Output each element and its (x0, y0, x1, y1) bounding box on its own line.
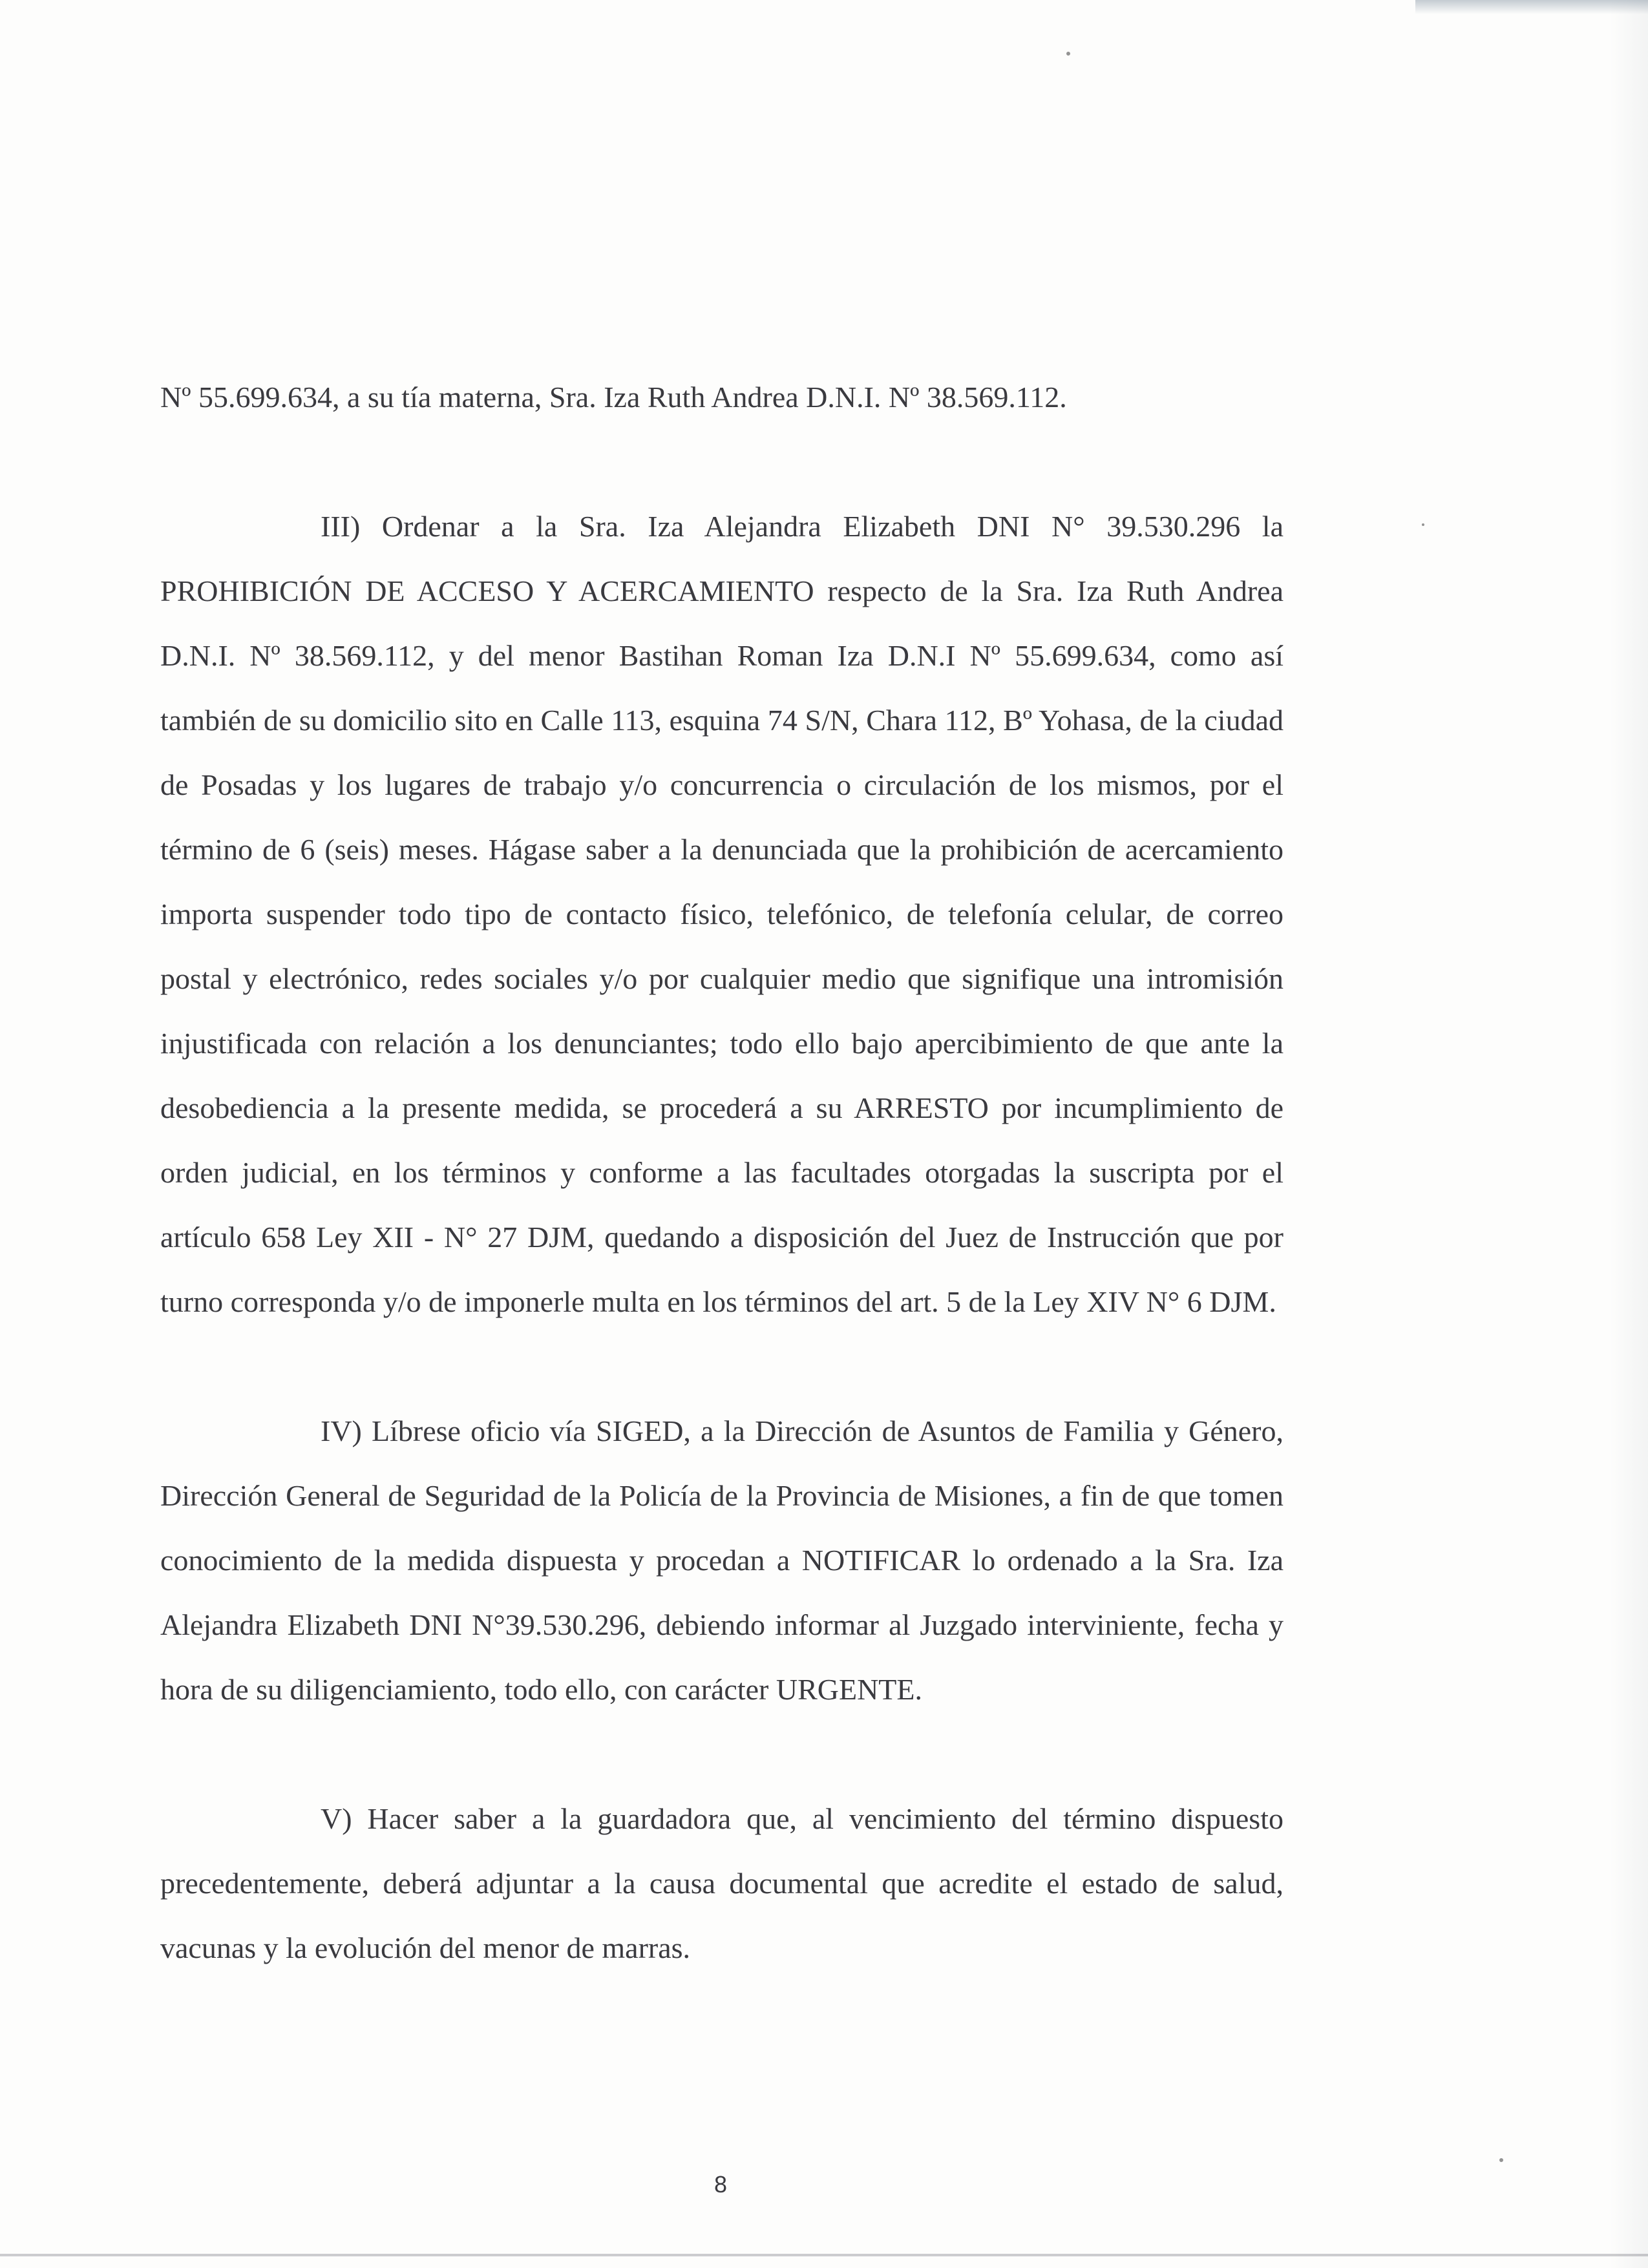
opening-line: Nº 55.699.634, a su tía materna, Sra. Iza Ruth Andrea D.N.I. Nº 38.569.112. (160, 381, 1067, 414)
page-number: 8 (713, 2171, 728, 2198)
paragraph-iv: IV) Líbrese oficio vía SIGED, a la Dirección de Asuntos de Familia y Género, Dirección General de Seguridad de la Policía de la Provincia de Misiones, a fin de que tomen conocimiento de la medida dispuesta y procedan a NOTIFICAR lo ordenado a la Sra. Iza Alejandra Elizabeth DNI N°39.530.296, debiendo informar al Juzgado interviniente, fecha y hora de su diligenciamiento, todo ello, con carácter URGENTE. (160, 1414, 1284, 1706)
scan-speck (1422, 523, 1424, 526)
page-edge-shadow (1609, 0, 1648, 2268)
paragraph-iii: III) Ordenar a la Sra. Iza Alejandra Elizabeth DNI N° 39.530.296 la PROHIBICIÓN DE ACCESO Y ACERCAMIENTO respecto de la Sra. Iza Ruth Andrea D.N.I. Nº 38.569.112, y del menor Bastihan Roman Iza D.N.I Nº 55.699.634, como así también de su domicilio sito en Calle 113, esquina 74 S/N, Chara 112, Bº Yohasa, de la ciudad de Posadas y los lugares de trabajo y/o concurrencia o circulación de los mismos, por el término de 6 (seis) meses. Hágase saber a la denunciada que la prohibición de acercamiento importa suspender todo tipo de contacto físico, telefónico, de telefonía celular, de correo postal y electrónico, redes sociales y/o por cualquier medio que signifique una intromisión injustificada con relación a los denunciantes; todo ello bajo apercibimiento de que ante la desobediencia a la presente medida, se procederá a su ARRESTO por incumplimiento de orden judicial, en los términos y conforme a las facultades otorgadas la suscripta por el artículo 658 Ley XII - N° 27 DJM, quedando a disposición del Juez de Instrucción que por turno corresponda y/o de imponerle multa en los términos del art. 5 de la Ley XIV N° 6 DJM. (160, 510, 1284, 1318)
page-bottom-edge (0, 2254, 1648, 2256)
paragraph-v: V) Hacer saber a la guardadora que, al vencimiento del término dispuesto precedentemente, deberá adjuntar a la causa documental que acredite el estado de salud, vacunas y la evolución del menor de marras. (160, 1802, 1284, 1964)
scan-speck (1066, 52, 1070, 56)
scan-corner-mark (1415, 0, 1648, 14)
scan-speck (1499, 2158, 1503, 2162)
document-body (160, 365, 1284, 1980)
